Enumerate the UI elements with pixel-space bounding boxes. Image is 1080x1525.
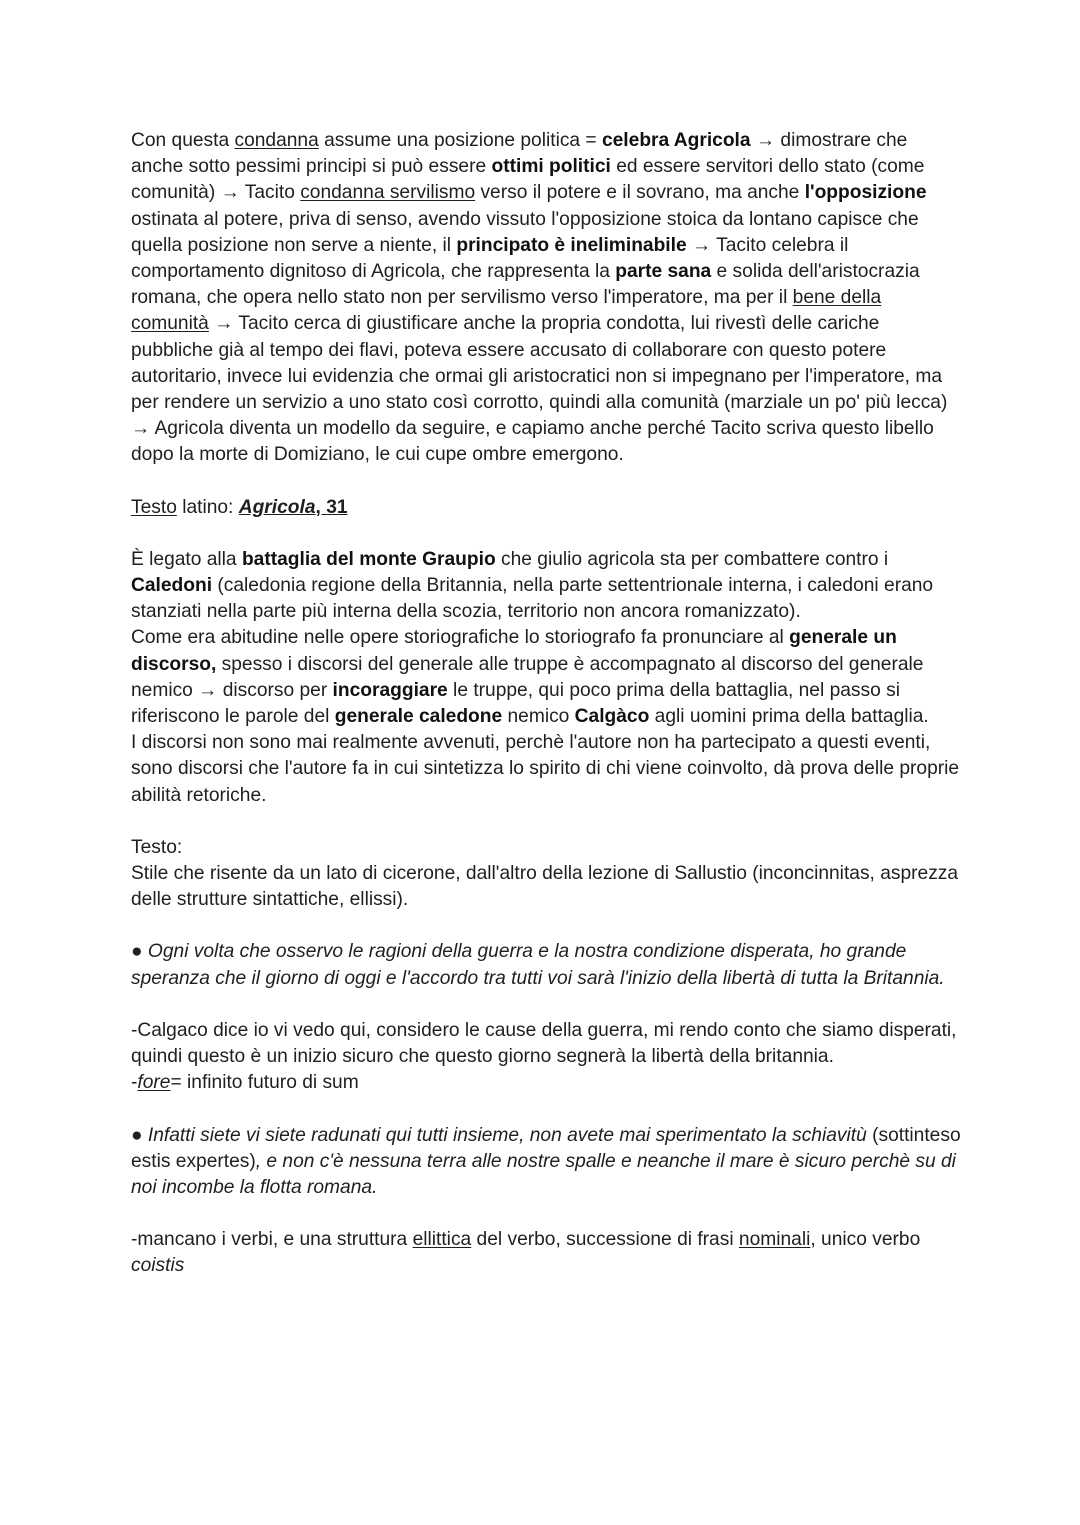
italic-text: Ogni volta che osservo le ragioni della guerra e la nostra condizione disperata, ho grande speranza che il giorno di oggi e l'accordo tra tutti voi sarà l'inizio della libertà di tutta la Britannia.: [131, 941, 945, 989]
quote-translation-2: [131, 1123, 961, 1202]
text: = infinito futuro di sum: [170, 1072, 359, 1094]
bold-term: Caledoni: [131, 575, 213, 597]
quote-translation-1: [131, 939, 961, 991]
text: del verbo, successione di frasi: [471, 1229, 739, 1251]
text: agli uomini prima della battaglia.: [649, 706, 929, 728]
underlined-term: nominali: [738, 1229, 811, 1251]
bold-term: generale un discorso,: [131, 627, 897, 675]
text: Stile che risente da un lato di cicerone, dall'altro della lezione di Sallustio (inconcinnitas, asprezza delle strutture sintattiche, ellissi).: [131, 863, 959, 911]
text: I discorsi non sono mai realmente avvenuti, perchè l'autore non ha partecipato a questi eventi, sono discorsi che l'autore fa in cui sintetizza lo spirito di chi viene coinvolto, dà prova delle proprie abilità retoriche.: [131, 732, 960, 806]
text: → Tacito cerca di giustificare anche la propria condotta, lui rivestì delle cariche pubbliche già al tempo dei flavi, poteva essere accusato di collaborare con questo potere autoritario, invece lui evidenzia che ormai gli aristocratici non si impegnano per l'imperatore, ma per rendere un servizio a uno stato così corrotto, quindi alla comunità (marziale un po' più lecca) → Agricola diventa un modello da seguire, e capiamo anche perché Tacito scriva questo libello dopo la morte di Domiziano, le cui cupe ombre emergono.: [131, 313, 948, 466]
bullet-icon: ●: [131, 1124, 143, 1146]
text: e solida dell'aristocrazia romana, che opera nello stato non per servilismo verso l'imperatore, ma per il: [131, 261, 920, 309]
bold-term: incoraggiare: [332, 679, 448, 701]
text: -Calgaco dice io vi vedo qui, considero le cause della guerra, mi rendo conto che siamo disperati, quindi questo è un inizio sicuro che questo giorno segnerà la libertà della britannia.: [131, 1019, 957, 1068]
text: Con questa: [131, 130, 235, 151]
bold-term: battaglia del monte Graupio: [241, 548, 496, 570]
bold-term: parte sana: [615, 261, 712, 283]
underlined-term: condanna: [234, 130, 319, 151]
bold-term: celebra Agricola: [601, 130, 751, 151]
paragraph-style: [131, 835, 961, 914]
italic-term: fore: [137, 1072, 171, 1094]
text: nemico: [502, 706, 575, 728]
text: assume una posizione politica =: [318, 130, 602, 151]
underlined-term: condanna servilismo: [300, 182, 476, 204]
text: che giulio agricola sta per combattere contro i: [495, 548, 889, 570]
italic-term: coistis: [131, 1255, 185, 1277]
heading-comma: ,: [315, 496, 327, 518]
bold-term: Calgàco: [574, 706, 650, 728]
bullet-icon: ●: [131, 941, 143, 963]
italic-text: Infatti siete vi siete radunati qui tutti insieme, non avete mai sperimentato la schiavitù: [142, 1124, 873, 1146]
underlined-term: bene della comunità: [131, 287, 882, 335]
text: -: [131, 1072, 138, 1094]
text: -mancano i verbi, e una struttura: [131, 1229, 413, 1251]
text: ostinata al potere, priva di senso, avendo vissuto l'opposizione stoica da lontano capisce che quella posizione non serve a niente, il: [131, 208, 919, 256]
text: ed essere servitori dello stato (come comunità) → Tacito: [131, 156, 925, 204]
paragraph-battle-context: [131, 547, 961, 809]
text: verso il potere e il sovrano, ma anche: [475, 182, 805, 204]
chapter-number: 31: [326, 496, 348, 518]
text: spesso i discorsi del generale alle truppe è accompagnato al discorso del generale nemico → discorso per: [131, 653, 924, 701]
text: , unico verbo: [810, 1229, 921, 1251]
label: Testo:: [131, 836, 183, 858]
bold-term: principato è ineliminabile: [456, 234, 687, 256]
text: È legato alla: [131, 548, 242, 570]
text: → dimostrare che anche sotto pessimi principi si può essere: [131, 130, 908, 178]
bold-term: generale caledone: [334, 706, 503, 728]
document-page: [131, 128, 961, 1280]
comment-1: [131, 1018, 961, 1097]
italic-text: , e non c'è nessuna terra alle nostre spalle e neanche il mare è sicuro perchè su di noi incombe la flotta romana.: [131, 1150, 956, 1198]
text: → Tacito celebra il comportamento dignitoso di Agricola, che rappresenta la: [131, 234, 849, 283]
comment-2: [131, 1227, 961, 1279]
parenthetical: (sottinteso estis expertes): [131, 1124, 961, 1172]
underlined-term: ellittica: [412, 1229, 472, 1251]
heading-word: Testo: [131, 496, 177, 518]
bold-term: ottimi politici: [491, 156, 611, 178]
heading-text: latino:: [176, 496, 239, 518]
text: le truppe, qui poco prima della battaglia, nel passo si riferiscono le parole del: [131, 679, 900, 728]
bold-term: l'opposizione: [804, 182, 927, 204]
section-heading: [131, 495, 961, 521]
paragraph-agricola-politics: [131, 128, 961, 469]
work-title: Agricola: [238, 496, 316, 518]
text: (caledonia regione della Britannia, nella parte settentrionale interna, i caledoni erano stanziati nella parte più interna della scozia, territorio non ancora romanizzato).: [131, 575, 934, 623]
text: Come era abitudine nelle opere storiografiche lo storiografo fa pronunciare al: [131, 627, 790, 649]
